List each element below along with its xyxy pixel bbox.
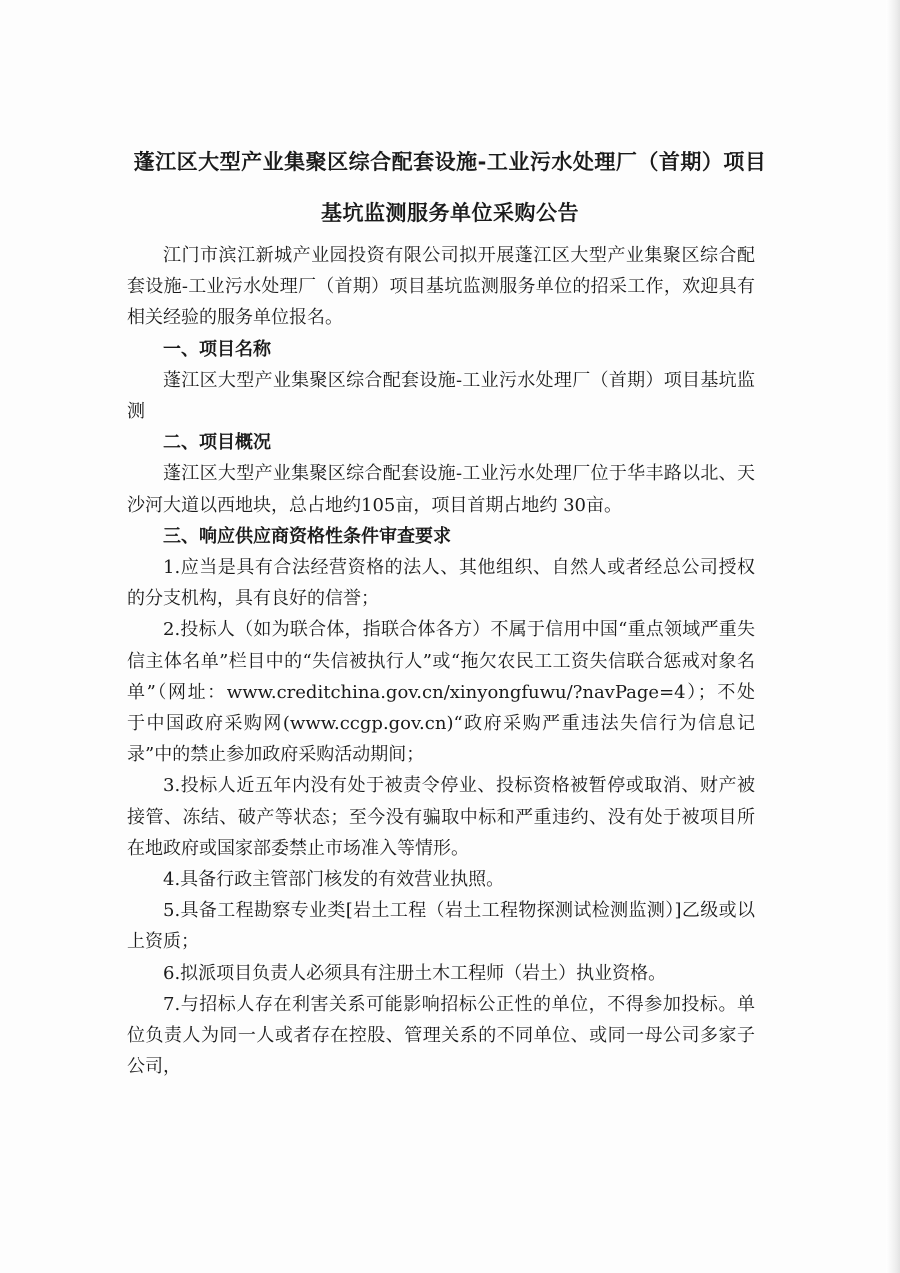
intro-paragraph: 江门市滨江新城产业园投资有限公司拟开展蓬江区大型产业集聚区综合配套设施-工业污水处理厂（首期）项目基坑监测服务单位的招采工作，欢迎具有相关经验的服务单位报名。	[127, 245, 755, 329]
scan-edge-shadow	[886, 0, 900, 1273]
project-name-paragraph: 蓬江区大型产业集聚区综合配套设施-工业污水处理厂（首期）项目基坑监测	[127, 369, 755, 423]
requirement-item-6: 6.拟派项目负责人必须具有注册土木工程师（岩土）执业资格。	[163, 962, 667, 984]
document-title-line-2: 基坑监测服务单位采购公告	[321, 201, 579, 225]
requirement-item-2: 2.投标人（如为联合体，指联合体各方）不属于信用中国“重点领域严重失信主体名单”栏目中的“失信被执行人”或“拖欠农民工工资失信联合惩戒对象名单”（网址：www.creditchina.gov.cn/xinyongfuwu/?navPage=4）；不处于中国政府采购网(www.ccgp.gov.cn)“政府采购严重违法失信行为信息记录”中的禁止参加政府采购活动期间；	[127, 619, 755, 766]
requirement-item-5: 5.具备工程勘察专业类[岩土工程（岩土工程物探测试检测监测）]乙级或以上资质；	[127, 900, 755, 953]
project-overview-paragraph: 蓬江区大型产业集聚区综合配套设施-工业污水处理厂位于华丰路以北、天沙河大道以西地块，总占地约105亩，项目首期占地约 30亩。	[127, 463, 755, 516]
section-heading-qualification-requirements: 三、响应供应商资格性条件审查要求	[163, 525, 451, 547]
requirement-item-3: 3.投标人近五年内没有处于被责令停业、投标资格被暂停或取消、财产被接管、冻结、破产等状态；至今没有骗取中标和严重违约、没有处于被项目所在地政府或国家部委禁止市场准入等情形。	[127, 775, 755, 859]
requirement-item-1: 1.应当是具有合法经营资格的法人、其他组织、自然人或者经总公司授权的分支机构，具有良好的信誉；	[127, 557, 755, 610]
document-title-line-1: 蓬江区大型产业集聚区综合配套设施-工业污水处理厂（首期）项目	[133, 150, 767, 174]
section-heading-project-name: 一、项目名称	[163, 338, 271, 360]
requirement-item-7: 7.与招标人存在利害关系可能影响招标公正性的单位，不得参加投标。单位负责人为同一人或者存在控股、管理关系的不同单位、或同一母公司多家子公司，	[127, 993, 755, 1078]
requirement-item-4: 4.具备行政主管部门核发的有效营业执照。	[163, 869, 505, 891]
section-heading-project-overview: 二、项目概况	[163, 432, 271, 454]
document-body	[127, 240, 755, 1082]
